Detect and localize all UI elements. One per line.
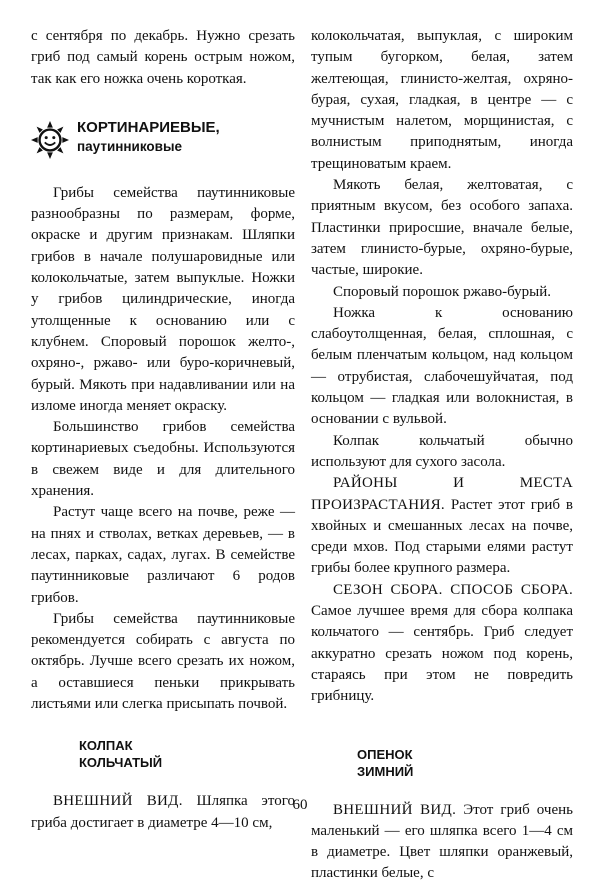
subheading-kolpak [31,737,295,771]
section-title [77,118,220,156]
paragraph: Колпак кольчатый обычно используют для сухого засола. [311,432,573,470]
paragraph: Растут чаще всего на почве, реже — на пнях и стволах, ветках деревьев, — в лесах, парках, садах, лугах. В семействе паутинниковые различают 6 родов грибов. [31,504,295,606]
sun-face-icon [31,121,69,159]
page-number: 60 [292,797,308,813]
right-column [311,26,573,885]
paragraph: Споровый порошок ржаво-бурый. [333,283,551,300]
paragraph: Грибы семейства паутинниковые рекомендуется собирать с августа по октябрь. Лучше всего срезать их ножом, а оставшиеся пеньки прикрывать листьями или слегка присыпать почвой. [31,610,295,713]
paragraph [311,580,573,708]
section-title-main: КОРТИНАРИЕВЫЕ, [77,118,220,136]
paragraph: Мякоть белая, желтоватая, с приятным вкусом, без особого запаха. Пластинки приросшие, вначале белые, затем глинисто-бурые, охряно-бурые, частые, широкие. [311,177,573,279]
run-in-heading: ВНЕШНИЙ ВИД. [333,801,457,818]
paragraph-text: Шляпка этого гриба достигает в диаметре 4—10 см, [31,793,295,831]
paragraph: Ножка к основанию слабоутолщенная, белая, сплошная, с белым пленчатым кольцом, над кольцом — отрубистая, слабочешуйчатая, под кольцом — гладкая или волокнистая, в основании с вульвой. [311,304,573,428]
subheading-line: КОЛПАК [79,738,133,754]
paragraph [311,473,573,579]
left-column [31,26,295,834]
section-title-sub: паутинниковые [77,138,183,154]
paragraph-text: Растет этот гриб в хвойных и смешанных лесах на почве, среди мхов. Под старыми елями растут грибы более крупного размера. [311,496,573,577]
paragraph: Грибы семейства паутинниковые разнообразны по размерам, форме, окраске и другим признакам. Шляпки грибов в начале полушаровидные или колокольчатые, затем выпуклые. Ножки у грибов цилиндрические, иногда утолщенные к основанию или с клубнем. Споровый порошок желто-, охряно-, ржаво- или буро-коричневый, бурый. Мякоть при надавливании или на изломе иногда меняет окраску. [31,184,295,414]
subheading-openok [311,746,573,780]
section-heading [31,118,295,159]
paragraph-text: Самое лучшее время для сбора колпака кольчатого — сентябрь. Гриб следует аккуратно срезать ножом под корень, стараясь при этом не повредить грибницу. [311,603,573,705]
run-in-heading: СЕЗОН СБОРА. СПОСОБ СБОРА. [333,581,573,598]
run-in-heading: РАЙОНЫ И МЕСТА ПРОИЗРАСТАНИЯ. [311,475,573,513]
intro-paragraph: с сентября по декабрь. Нужно срезать гриб под самый корень острым ножом, так как его ножка очень короткая. [31,28,295,87]
subheading-line: ЗИМНИЙ [357,763,414,779]
paragraph: колокольчатая, выпуклая, с широким тупым бугорком, белая, затем желтеющая, глинисто-желтая, охряно-бурая, сухая, гладкая, в центре — с мучнистым налетом, морщинистая, с волнистым приподнятым, иногда трещиноватым краем. [311,28,573,172]
subheading-line: КОЛЬЧАТЫЙ [79,755,163,771]
paragraph-text: Этот гриб очень маленький — его шляпка всего 1—4 см в диаметре. Цвет шляпки оранжевый, пластинки белые, с [311,801,573,882]
subheading-line: ОПЕНОК [357,746,413,762]
run-in-heading: ВНЕШНИЙ ВИД. [53,793,183,810]
paragraph: Большинство грибов семейства кортинариевых съедобны. Используются в свежем виде и для длительного хранения. [31,419,295,500]
